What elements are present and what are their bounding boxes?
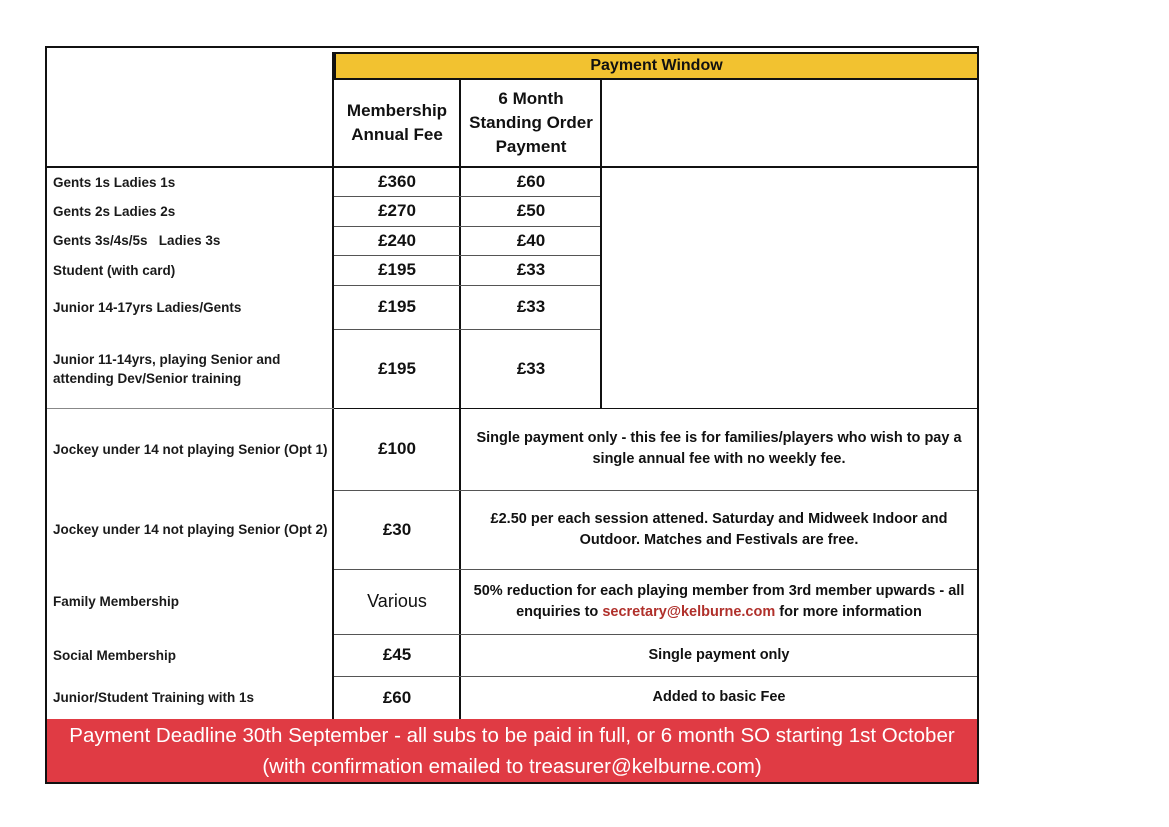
row-label-jockey-opt-1: Jockey under 14 not playing Senior (Opt 1) (53, 441, 328, 457)
row-so-gents-ladies-1s: £60 (516, 172, 546, 191)
column-header-annual-fee: Membership Annual Fee (346, 101, 448, 144)
row-fee-family-membership: Various (367, 591, 427, 611)
row-label-gents-ladies-1s: Gents 1s Ladies 1s (53, 174, 176, 190)
membership-fees-table (45, 46, 979, 784)
row-so-junior-11-14: £33 (516, 358, 546, 378)
secretary-email-link[interactable]: secretary@kelburne.com (602, 603, 776, 620)
row-note-junior-student-training: Added to basic Fee (652, 689, 786, 705)
row-note-jockey-opt-1: Single payment only - this fee is for families/players who wish to pay a single annual fee with no weekly fee. (476, 430, 962, 467)
row-fee-gents-ladies-1s: £360 (378, 172, 416, 191)
row-note-social-membership: Single payment only (648, 646, 790, 663)
row-fee-jockey-opt-2: £30 (382, 519, 412, 539)
family-note-after: for more information (775, 603, 922, 620)
family-note-before: 50% reduction for each playing member from 3rd member upwards - all enquiries to (473, 582, 965, 620)
row-fee-jockey-opt-1: £100 (378, 439, 416, 458)
row-label-jockey-opt-2: Jockey under 14 not playing Senior (Opt 2) (53, 522, 328, 537)
column-header-standing-order: 6 Month Standing Order Payment (469, 89, 593, 156)
row-fee-gents-3s-ladies-3s: £240 (378, 230, 416, 250)
row-label-junior-11-14: Junior 11-14yrs, playing Senior and attending Dev/Senior training (53, 351, 281, 386)
family-note-text (467, 581, 971, 623)
row-fee-social-membership: £45 (382, 645, 412, 664)
row-label-gents-ladies-2s: Gents 2s Ladies 2s (53, 203, 176, 219)
row-note-jockey-opt-2: £2.50 per each session attened. Saturday and Midweek Indoor and Outdoor. Matches and Festivals are free. (490, 510, 948, 548)
row-label-junior-student-training: Junior/Student Training with 1s (53, 690, 255, 705)
row-label-social-membership: Social Membership (53, 647, 177, 663)
row-so-junior-14-17: £33 (516, 297, 546, 316)
row-fee-junior-14-17: £195 (378, 297, 416, 316)
row-fee-junior-student-training: £60 (382, 687, 412, 707)
row-label-family-membership: Family Membership (53, 594, 180, 609)
row-fee-junior-11-14: £195 (378, 358, 416, 378)
row-label-student: Student (with card) (53, 262, 176, 278)
row-fee-student: £195 (378, 260, 416, 279)
payment-deadline-banner: Payment Deadline 30th September - all subs to be paid in full, or 6 month SO starting 1st October (with confirmation emailed to treasurer@kelburne.com) (47, 719, 977, 782)
row-so-student: £33 (516, 260, 546, 279)
row-so-gents-3s-ladies-3s: £40 (516, 230, 546, 250)
row-fee-gents-ladies-2s: £270 (378, 201, 416, 220)
row-label-junior-14-17: Junior 14-17yrs Ladies/Gents (53, 299, 242, 315)
row-label-gents-3s-ladies-3s: Gents 3s/4s/5s Ladies 3s (53, 233, 221, 248)
payment-window-header: Payment Window (334, 52, 977, 80)
row-note-family-membership (461, 569, 977, 634)
row-so-gents-ladies-2s: £50 (516, 201, 546, 220)
